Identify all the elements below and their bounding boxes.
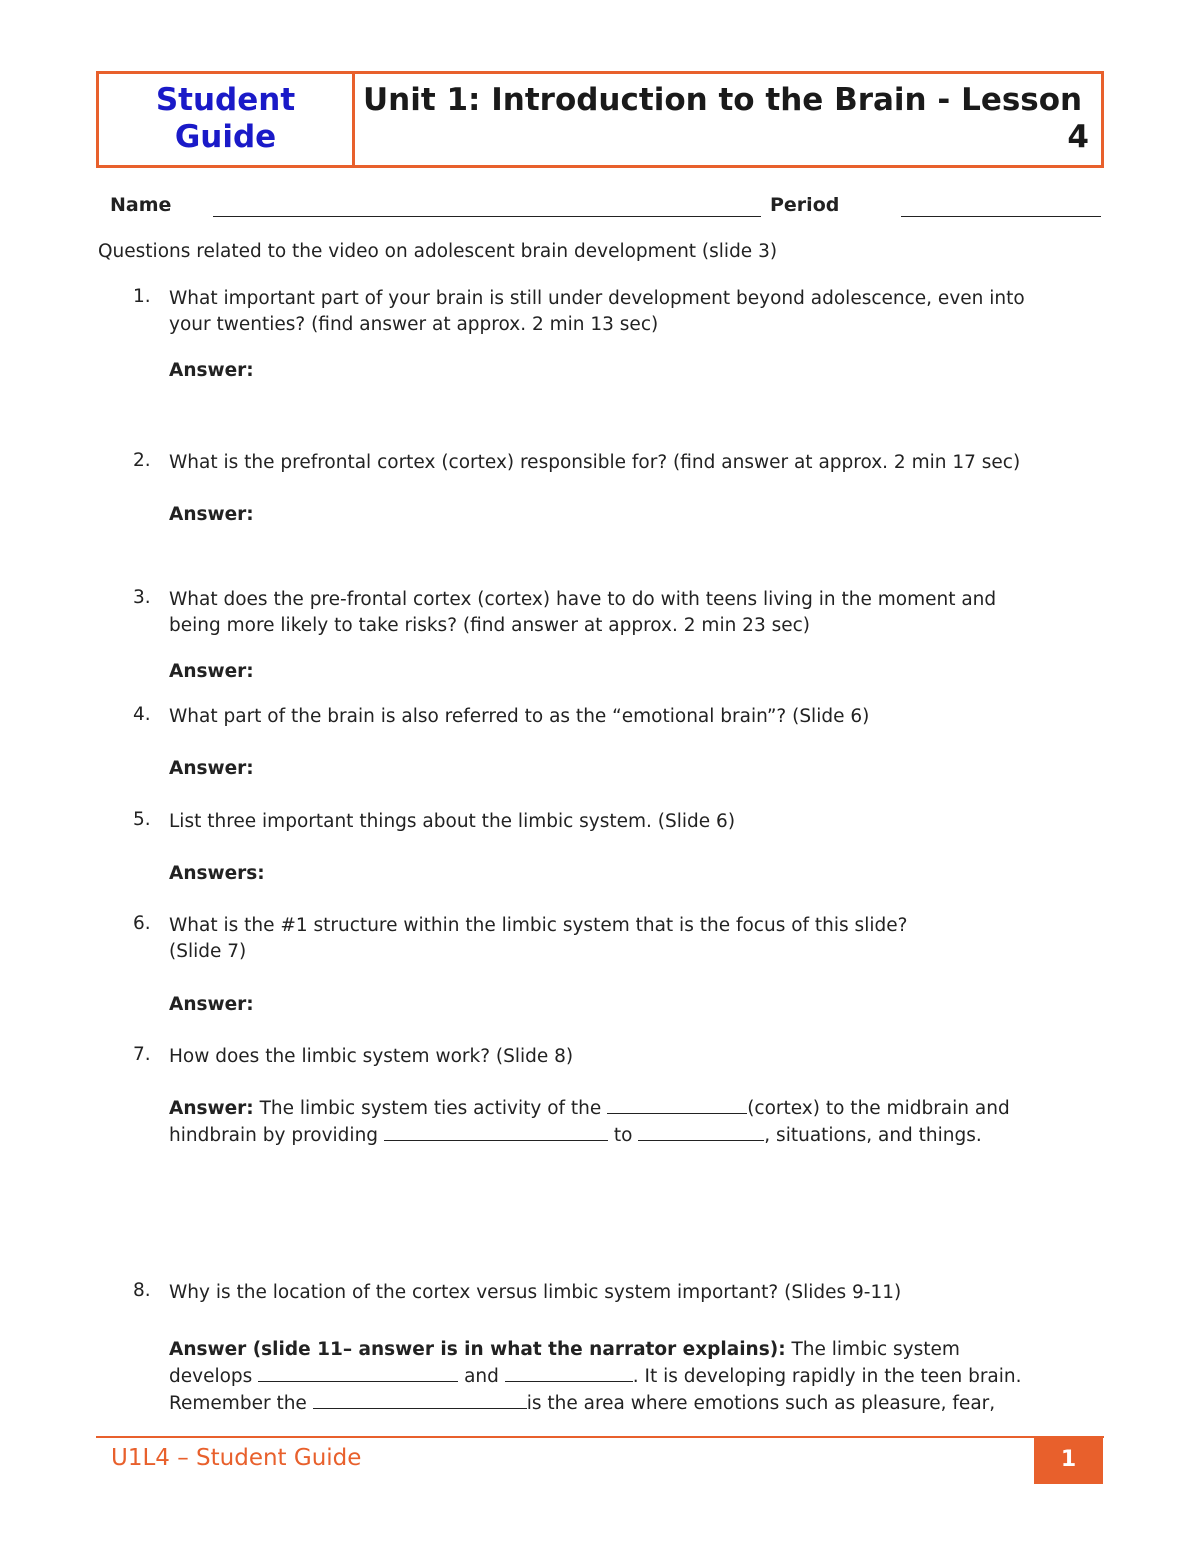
answer-line <box>169 1390 1069 1417</box>
header-box <box>96 71 1104 168</box>
name-label: Name <box>110 194 172 216</box>
answer-line <box>169 1122 1069 1149</box>
question-text <box>169 809 1089 835</box>
answer-text: (cortex) to the midbrain and <box>747 1098 1010 1119</box>
question-text <box>169 704 1089 730</box>
answer-3 <box>169 658 1069 685</box>
question-number: 1. <box>133 286 151 307</box>
question-number: 6. <box>133 913 151 934</box>
fill-in-blank[interactable] <box>313 1391 527 1409</box>
answer-text: and <box>464 1366 499 1387</box>
answer-text: to <box>613 1125 633 1146</box>
answer-label: Answer (slide 11– answer is in what the narrator explains): <box>169 1339 786 1360</box>
answer-label: Answer: <box>169 1098 254 1119</box>
question-line: being more likely to take risks? (find answer at approx. 2 min 23 sec) <box>169 615 811 636</box>
question-number: 3. <box>133 587 151 608</box>
answer-label: Answers: <box>169 863 265 884</box>
answer-text: The limbic system ties activity of the <box>259 1098 602 1119</box>
answer-8 <box>169 1336 1069 1417</box>
answer-text: , situations, and things. <box>764 1125 982 1146</box>
answer-7 <box>169 1095 1069 1149</box>
page-number: 1 <box>1034 1438 1103 1484</box>
question-line: What is the #1 structure within the limbic system that is the focus of this slide? <box>169 915 908 936</box>
question-text <box>169 286 1089 338</box>
answer-label: Answer: <box>169 360 254 381</box>
header-title-line2: 4 <box>1067 119 1089 155</box>
answer-line <box>169 1095 1069 1122</box>
fill-in-blank[interactable] <box>607 1096 747 1114</box>
answer-line <box>169 1363 1069 1390</box>
answer-label: Answer: <box>169 504 254 525</box>
question-line: What does the pre-frontal cortex (cortex) have to do with teens living in the moment and <box>169 589 997 610</box>
period-label: Period <box>770 194 840 216</box>
question-number: 2. <box>133 450 151 471</box>
footer-divider <box>96 1436 1104 1438</box>
answer-4 <box>169 755 1069 782</box>
question-line: What is the prefrontal cortex (cortex) responsible for? (find answer at approx. 2 min 17 sec) <box>169 452 1021 473</box>
header-left-line1: Student <box>155 82 296 118</box>
answer-text: The limbic system <box>791 1339 960 1360</box>
answer-2 <box>169 501 1069 528</box>
fill-in-blank[interactable] <box>258 1364 458 1382</box>
question-number: 8. <box>133 1280 151 1301</box>
footer-label: U1L4 – Student Guide <box>111 1445 362 1471</box>
question-line: your twenties? (find answer at approx. 2 min 13 sec) <box>169 314 659 335</box>
answer-text: . It is developing rapidly in the teen brain. <box>632 1366 1022 1387</box>
answer-label: Answer: <box>169 994 254 1015</box>
header-student-guide <box>99 74 355 165</box>
question-line: Why is the location of the cortex versus limbic system important? (Slides 9-11) <box>169 1282 902 1303</box>
question-number: 4. <box>133 704 151 725</box>
intro-text: Questions related to the video on adolescent brain development (slide 3) <box>98 241 778 262</box>
question-line: What important part of your brain is still under development beyond adolescence, even into <box>169 288 1025 309</box>
question-line: What part of the brain is also referred to as the “emotional brain”? (Slide 6) <box>169 706 870 727</box>
name-field[interactable] <box>213 216 761 217</box>
name-period-row <box>110 194 1102 220</box>
fill-in-blank[interactable] <box>638 1123 764 1141</box>
question-text <box>169 913 1089 965</box>
answer-text: Remember the <box>169 1393 307 1414</box>
answer-line <box>169 1336 1069 1363</box>
header-title-line1: Unit 1: Introduction to the Brain - Lesson <box>363 82 1083 118</box>
answer-text: develops <box>169 1366 253 1387</box>
question-number: 5. <box>133 809 151 830</box>
question-text <box>169 587 1089 639</box>
question-text <box>169 1280 1089 1306</box>
answer-1 <box>169 357 1069 384</box>
answer-text: hindbrain by providing <box>169 1125 379 1146</box>
question-line: How does the limbic system work? (Slide 8) <box>169 1046 574 1067</box>
answer-label: Answer: <box>169 758 254 779</box>
header-left-line2: Guide <box>174 119 277 155</box>
question-line: (Slide 7) <box>169 941 247 962</box>
answer-6 <box>169 991 1069 1018</box>
header-unit-title <box>355 74 1101 165</box>
fill-in-blank[interactable] <box>384 1123 608 1141</box>
answer-label: Answer: <box>169 661 254 682</box>
period-field[interactable] <box>901 216 1101 217</box>
question-text <box>169 1044 1089 1070</box>
answer-5 <box>169 860 1069 887</box>
question-line: List three important things about the limbic system. (Slide 6) <box>169 811 736 832</box>
question-number: 7. <box>133 1044 151 1065</box>
answer-text: is the area where emotions such as pleasure, fear, <box>526 1393 996 1414</box>
fill-in-blank[interactable] <box>505 1364 633 1382</box>
question-text <box>169 450 1089 476</box>
